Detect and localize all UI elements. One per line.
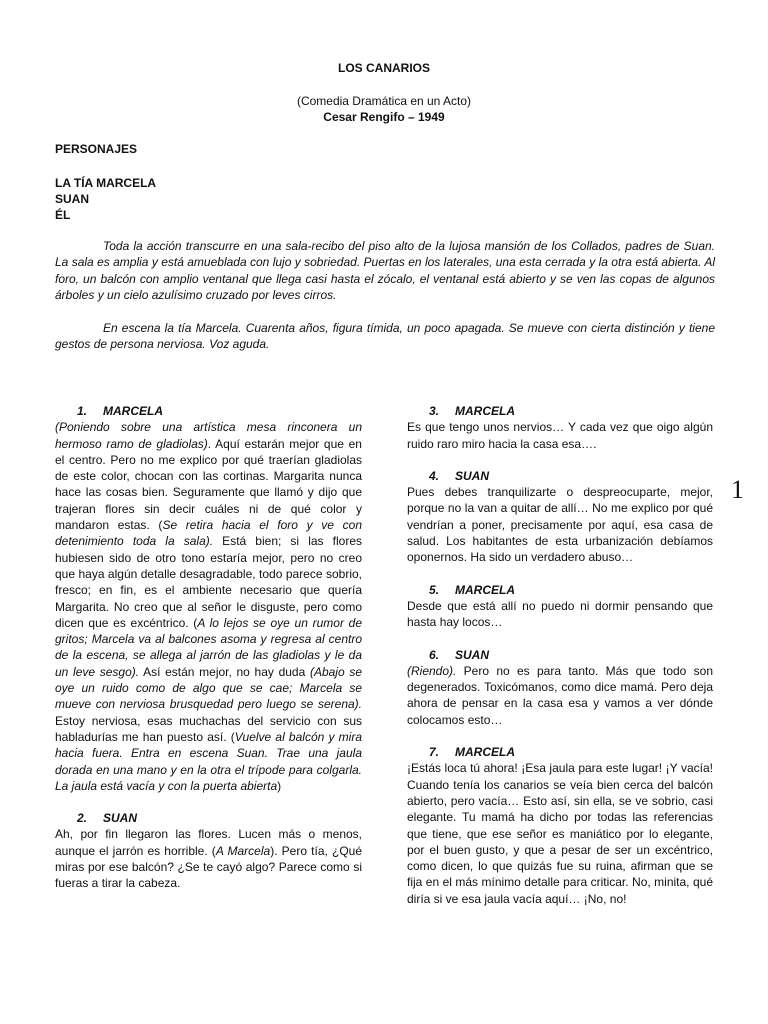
- speech-text: [55, 419, 362, 794]
- stage-note: (Abajo se oye un ruido como de algo que se cae; Marcela se mueve con nerviosa brusquedad pero luego se serena).: [55, 664, 362, 712]
- personajes-heading: PERSONAJES: [55, 142, 138, 156]
- speaker-name: MARCELA: [103, 404, 163, 418]
- dialogue-line: Está bien; si las flores hubiesen sido de otro tono estaría mejor, pero no creo que haya algún detalle desagradable, todo parece sobrio, fresco; en fin, es el ambiente necesario que quería Margarita. No creo que al señor le disguste, pero como dicen que es excéntrico. (: [55, 534, 362, 630]
- speech-number: 5.: [429, 582, 440, 597]
- speech-3: [407, 403, 713, 452]
- speech-number: 3.: [429, 404, 440, 418]
- speaker-name: MARCELA: [455, 745, 515, 760]
- speaker-name: MARCELA: [455, 582, 515, 597]
- stage-note: (Riendo).: [407, 663, 457, 678]
- dialogue-line: ). Pero tía, ¿Qué miras por ese balcón? ¿Se te cayó algo? Parece como si fueras a tirar la cabeza.: [55, 843, 362, 891]
- stage-direction-setting: Toda la acción transcurre en una sala-recibo del piso alto de la lujosa mansión de los Collados, padres de Suan. La sala es amplia y está amueblada con lujo y sobriedad. Puertas en los laterales, una esta cerrada y la otra está abierta. Al foro, un balcón con amplio ventanal que llega casi hasta el zócalo, el ventanal está abierto y se ven las copas de algunos árboles y un cielo azulísimo cruzado por leves cirros.: [55, 239, 715, 302]
- speech-2: [55, 810, 362, 891]
- speech-7: [407, 744, 713, 907]
- character-list: [55, 175, 156, 223]
- speaker-name: MARCELA: [455, 404, 515, 418]
- speaker-heading: [407, 468, 713, 484]
- dialogue-line: Pues debes tranquilizarte o despreocuparte, mejor, porque no la van a quitar de allí… No me explico por qué vendrían a poner, precisamente por aquí, esa casa de salud. Los habitantes de esta urbanización debíamos oponernos. Ha sido un verdadero abuso…: [407, 485, 713, 565]
- play-author: Cesar Rengifo – 1949: [323, 110, 445, 124]
- speech-4: [407, 468, 713, 566]
- speech-number: 7.: [429, 745, 440, 760]
- speech-text: [407, 419, 713, 452]
- play-title: LOS CANARIOS: [337, 61, 430, 75]
- speech-text: [55, 826, 362, 891]
- stage-note: A lo lejos se oye un rumor de gritos; Marcela va al balcones asoma y regresa al centro de la escena, se allega al jarrón de las gladiolas y le da un leve sesgo).: [55, 615, 363, 679]
- speaker-heading: [407, 744, 713, 760]
- dialogue-line: Así están mejor, no hay duda: [139, 664, 310, 679]
- speaker-name: SUAN: [455, 647, 490, 662]
- stage-note: A Marcela: [215, 843, 271, 858]
- speaker-heading: [55, 810, 362, 826]
- stage-note: Se retira hacia el foro y ve con detenimiento toda la sala).: [55, 518, 362, 549]
- dialogue-line: ¡Estás loca tú ahora! ¡Esa jaula para este lugar! ¡Y vacía! Cuando tenía los canarios se veía bien cerca del balcón abierto, pero vacía… Esto así, sin ella, se ve sobrio, casi elegante. Tu mamá ha dicho por todas las referencias que tiene, que ese señor es maniático por lo elegante, por el buen gusto, y que a pesar de ser un excéntrico, como dicen, lo que quizás fue su ruina, afirman que se fija en el más mínimo detalle para criticar. No, minita, qué diría si ve esa jaula vacía aquí… ¡No, no!: [407, 761, 713, 906]
- dialogue-line: Ah, por fin llegaron las flores. Lucen más o menos, aunque el jarrón es horrible. (: [55, 827, 362, 858]
- dialogue-line: . Aquí estarán mejor que en el centro. Pero no me explico por qué traerían gladiolas de este color, chocan con las cortinas. Margarita nunca hace las cosas bien. Seguramente que llamó y dijo que trajeran flores sin decir cuáles ni de qué color y mandaron estas. (: [55, 436, 362, 533]
- dialogue-line: ): [277, 778, 282, 793]
- stage-note: (Poniendo sobre una artística mesa rinconera un hermoso ramo de gladiolas): [55, 420, 362, 451]
- character-item: ÉL: [55, 208, 71, 222]
- speaker-heading: [55, 403, 362, 419]
- speech-number: 6.: [429, 647, 440, 662]
- speech-number: 4.: [429, 468, 440, 483]
- dialogue-line: Es que tengo unos nervios… Y cada vez que oigo algún ruido raro miro hacia la casa esa….: [407, 420, 713, 451]
- page-number: 1: [731, 475, 744, 504]
- dialogue-line: Estoy nerviosa, esas muchachas del servicio con sus habladurías me han puesto así. (: [55, 713, 362, 744]
- speech-1: [55, 403, 362, 794]
- speech-number: 1.: [77, 404, 88, 418]
- dialogue-column-left: [55, 403, 362, 908]
- speaker-heading: [407, 647, 713, 663]
- speaker-name: SUAN: [455, 468, 490, 483]
- speech-text: [407, 598, 713, 631]
- speech-5: [407, 582, 713, 631]
- stage-note: Vuelve al balcón y mira hacia fuera. Entra en escena Suan. Trae una jaula dorada en una mano y en la otra el trípode para colgarla. La jaula está vacía y con la puerta abierta: [55, 729, 363, 793]
- speech-number: 2.: [77, 811, 88, 826]
- dialogue-column-right: [407, 403, 713, 923]
- speaker-heading: [407, 582, 713, 598]
- speech-text: [407, 760, 713, 907]
- speech-6: [407, 647, 713, 728]
- stage-direction-marcela: En escena la tía Marcela. Cuarenta años, figura tímida, un poco apagada. Se mueve con cierta distinción y tiene gestos de persona nerviosa. Voz aguda.: [55, 321, 715, 352]
- character-item: LA TÍA MARCELA: [55, 176, 157, 190]
- speaker-heading: [407, 403, 713, 419]
- speaker-name: SUAN: [103, 811, 138, 826]
- speech-text: [407, 663, 713, 728]
- dialogue-line: Desde que está allí no puedo ni dormir pensando que hasta hay locos…: [407, 598, 713, 630]
- character-item: SUAN: [55, 192, 90, 206]
- speech-text: [407, 484, 713, 565]
- dialogue-line: Pero no es para tanto. Más que todo son degenerados. Toxicómanos, como dice mamá. Pero deja ahora de pensar en la casa esa y vamos a ver dónde colocamos esto…: [407, 663, 713, 727]
- play-subtitle: (Comedia Dramática en un Acto): [296, 94, 472, 108]
